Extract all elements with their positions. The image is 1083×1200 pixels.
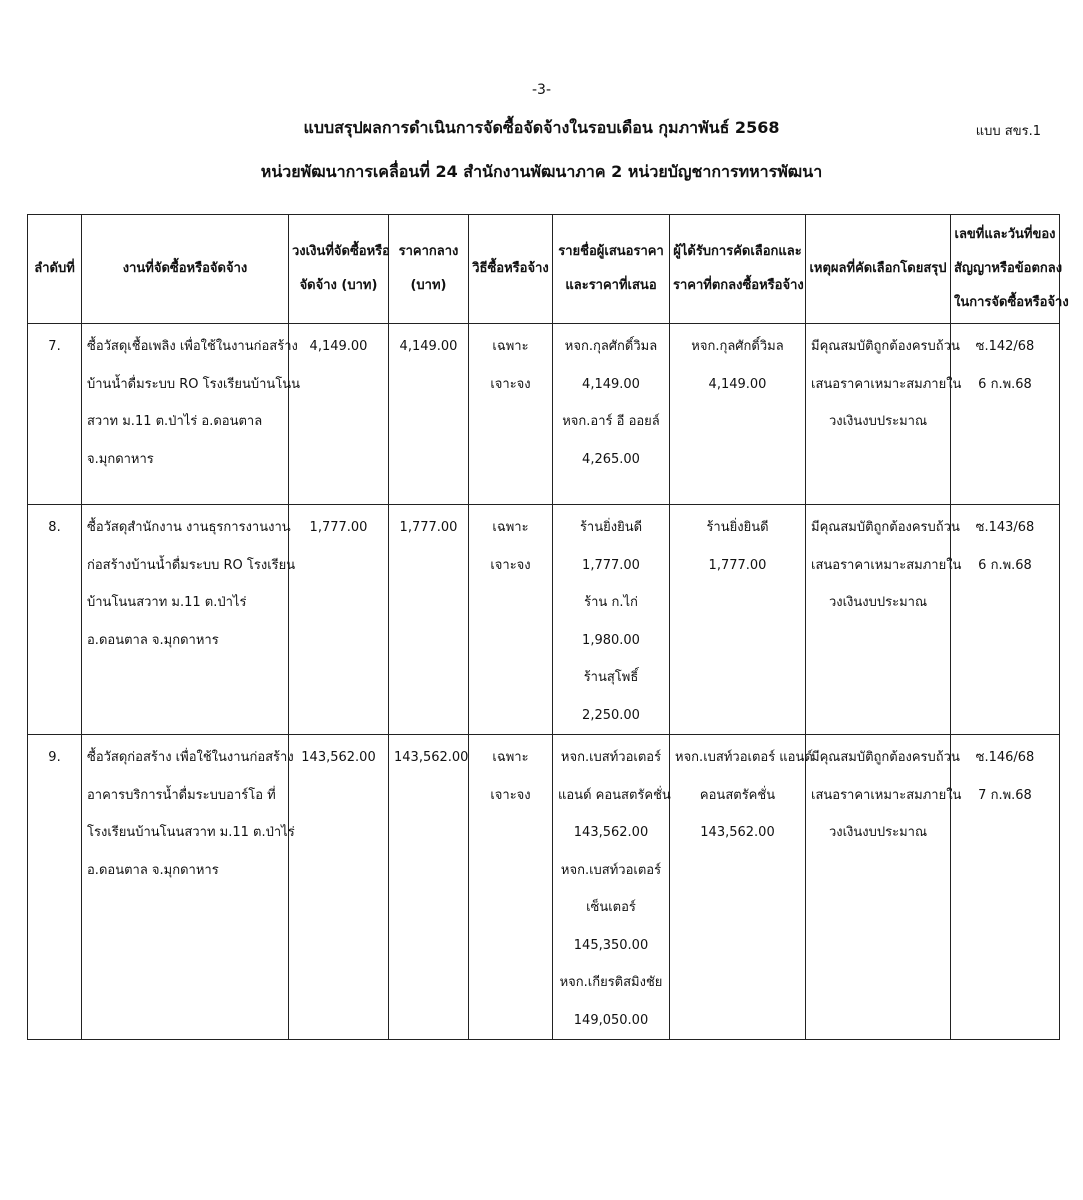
text-line: เหตุผลที่คัดเลือกโดยสรุป (809, 261, 947, 276)
text-line: ซื้อวัสดุก่อสร้าง เพื่อใช้ในงานก่อสร้าง (87, 750, 294, 765)
form-code: แบบ สขร.1 (975, 124, 1041, 139)
text-line: บ้านโนนสวาท ม.11 ต.ป่าไร่ (87, 595, 247, 610)
text-line: หจก.กุลศักดิ์วิมล (691, 339, 784, 354)
text-line: มีคุณสมบัติถูกต้องครบถ้วน (811, 520, 960, 535)
text-line: ร้านยิ่งยินดี (706, 520, 769, 535)
cell-method: เฉพาะเจาะจง (469, 735, 553, 1040)
text-line: รายชื่อผู้เสนอราคา (558, 244, 664, 259)
text-line: เสนอราคาเหมาะสมภายใน (811, 376, 962, 392)
text-line: ลำดับที่ (34, 261, 75, 276)
cell-bidders (553, 735, 670, 1040)
cell-no: 7. (28, 324, 82, 505)
header-item (82, 215, 289, 324)
text-line: คอนสตรัคชั่น (699, 787, 776, 803)
text-line: 143,562.00 (573, 825, 649, 840)
report-title: แบบสรุปผลการดำเนินการจัดซื้อจัดจ้างในรอบเดือน กุมภาพันธ์ 2568 (303, 118, 780, 137)
text-line: เซ็นเตอร์ (586, 900, 636, 915)
text-line: ก่อสร้างบ้านน้ำดื่มระบบ RO โรงเรียน (87, 557, 296, 573)
text-line: หจก.เบสท์วอเตอร์ แอนด์ (675, 750, 813, 765)
cell-contract (951, 324, 1060, 505)
text-line: ร้านยิ่งยินดี (579, 520, 643, 535)
cell-no: 9. (28, 735, 82, 1040)
text-line: 149,050.00 (573, 1012, 649, 1028)
text-line: วงเงินที่จัดซื้อหรือ (292, 244, 390, 259)
page-number: -3- (531, 82, 551, 98)
text-line: ซ.142/68 (975, 339, 1035, 354)
text-line: 145,350.00 (573, 937, 649, 953)
cell-median-price: 143,562.00 (389, 735, 469, 1040)
cell-winner (670, 505, 806, 735)
text-line: เสนอราคาเหมาะสมภายใน (811, 787, 962, 803)
text-line: 4,149.00 (582, 376, 640, 392)
text-line: (บาท) (410, 278, 447, 293)
text-line: 143,562.00 (700, 825, 775, 840)
text-line: ผู้ได้รับการคัดเลือกและ (673, 244, 802, 259)
text-line: 6 ก.พ.68 (978, 376, 1032, 392)
cell-winner (670, 735, 813, 1040)
text-line: 6 ก.พ.68 (978, 557, 1032, 573)
cell-median-price: 1,777.00 (389, 505, 469, 735)
text-line: หจก.เกียรติสมิงชัย (559, 975, 663, 990)
text-line: หจก.อาร์ อี ออยล์ (562, 414, 660, 429)
cell-winner (670, 324, 806, 505)
text-line: เสนอราคาเหมาะสมภายใน (811, 557, 962, 573)
cell-budget: 143,562.00 (289, 735, 389, 1040)
cell-method: เฉพาะเจาะจง (469, 324, 553, 505)
header-winner (670, 215, 806, 324)
text-line: 1,980.00 (582, 632, 640, 648)
text-line: หจก.เบสท์วอเตอร์ (560, 750, 662, 765)
text-line: ในการจัดซื้อหรือจ้าง (954, 295, 1069, 310)
text-line: จัดจ้าง (บาท) (299, 278, 378, 293)
text-line: วงเงินงบประมาณ (828, 595, 928, 610)
text-line: ซื้อวัสดุเชื้อเพลิง เพื่อใช้ในงานก่อสร้าง (87, 339, 298, 354)
header-contract (951, 215, 1069, 324)
text-line: ซื้อวัสดุสำนักงาน งานธุรการงานงาน (87, 520, 291, 535)
cell-item (82, 735, 295, 1040)
cell-budget: 4,149.00 (289, 324, 389, 505)
header-row (28, 215, 1060, 324)
text-line: โรงเรียนบ้านโนนสวาท ม.11 ต.ป่าไร่ (87, 825, 295, 840)
text-line: หจก.เบสท์วอเตอร์ (560, 862, 662, 878)
text-line: ร้าน ก.ไก่ (584, 595, 638, 610)
header-median-price (389, 215, 469, 324)
text-line: หจก.กุลศักดิ์วิมล (564, 339, 658, 354)
cell-reason (806, 324, 962, 505)
text-line: 2,250.00 (582, 707, 640, 723)
text-line: ราคากลาง (398, 244, 459, 259)
cell-median-price: 4,149.00 (389, 324, 469, 505)
report-subtitle: หน่วยพัฒนาการเคลื่อนที่ 24 สำนักงานพัฒนาภาค 2 หน่วยบัญชาการทหารพัฒนา (260, 162, 823, 181)
header-method (469, 215, 553, 324)
header-no (28, 215, 82, 324)
cell-bidders (553, 505, 670, 735)
header-reason (806, 215, 951, 324)
text-line: มีคุณสมบัติถูกต้องครบถ้วน (811, 339, 960, 354)
cell-contract (951, 505, 1060, 735)
text-line: อ.ดอนตาล จ.มุกดาหาร (87, 862, 219, 878)
text-line: วงเงินงบประมาณ (828, 825, 928, 840)
text-line: มีคุณสมบัติถูกต้องครบถ้วน (811, 750, 960, 765)
text-line: อ.ดอนตาล จ.มุกดาหาร (87, 632, 219, 648)
cell-item (82, 324, 301, 505)
text-line: วิธีซื้อหรือจ้าง (472, 261, 549, 276)
text-line: วงเงินงบประมาณ (828, 414, 928, 429)
cell-item (82, 505, 296, 735)
text-line: ราคาที่ตกลงซื้อหรือจ้าง (673, 278, 804, 293)
text-line: 7 ก.พ.68 (978, 787, 1032, 803)
text-line: 1,777.00 (708, 557, 767, 573)
header-bidders (553, 215, 670, 324)
text-line: 4,265.00 (582, 451, 640, 467)
text-line: เลขที่และวันที่ของ (954, 227, 1056, 242)
text-line: และราคาที่เสนอ (565, 278, 657, 293)
table-row (28, 735, 1060, 1040)
text-line: ร้านสุโพธิ์ (583, 670, 639, 685)
text-line: สวาท ม.11 ต.ป่าไร่ อ.ดอนตาล (87, 414, 263, 429)
text-line: 4,149.00 (708, 376, 767, 392)
text-line: 1,777.00 (582, 557, 640, 573)
cell-reason (806, 735, 962, 1040)
text-line: จ.มุกดาหาร (87, 451, 154, 467)
cell-contract (951, 735, 1060, 1040)
cell-no: 8. (28, 505, 82, 735)
text-line: อาคารบริการน้ำดื่มระบบอาร์โอ ที่ (87, 787, 276, 803)
cell-budget: 1,777.00 (289, 505, 389, 735)
procurement-table (27, 214, 1069, 1040)
table-row (28, 505, 1060, 735)
header-budget (289, 215, 389, 324)
text-line: ซ.143/68 (975, 520, 1035, 535)
text-line: แอนด์ คอนสตรัคชั่น (558, 787, 671, 803)
text-line: ซ.146/68 (975, 750, 1035, 765)
table-row (28, 324, 1060, 505)
cell-method: เฉพาะเจาะจง (469, 505, 553, 735)
cell-reason (806, 505, 962, 735)
text-line: บ้านน้ำดื่มระบบ RO โรงเรียนบ้านโนน (87, 376, 301, 392)
text-line: งานที่จัดซื้อหรือจัดจ้าง (122, 261, 248, 276)
cell-bidders (553, 324, 670, 505)
text-line: สัญญาหรือข้อตกลง (954, 261, 1063, 276)
